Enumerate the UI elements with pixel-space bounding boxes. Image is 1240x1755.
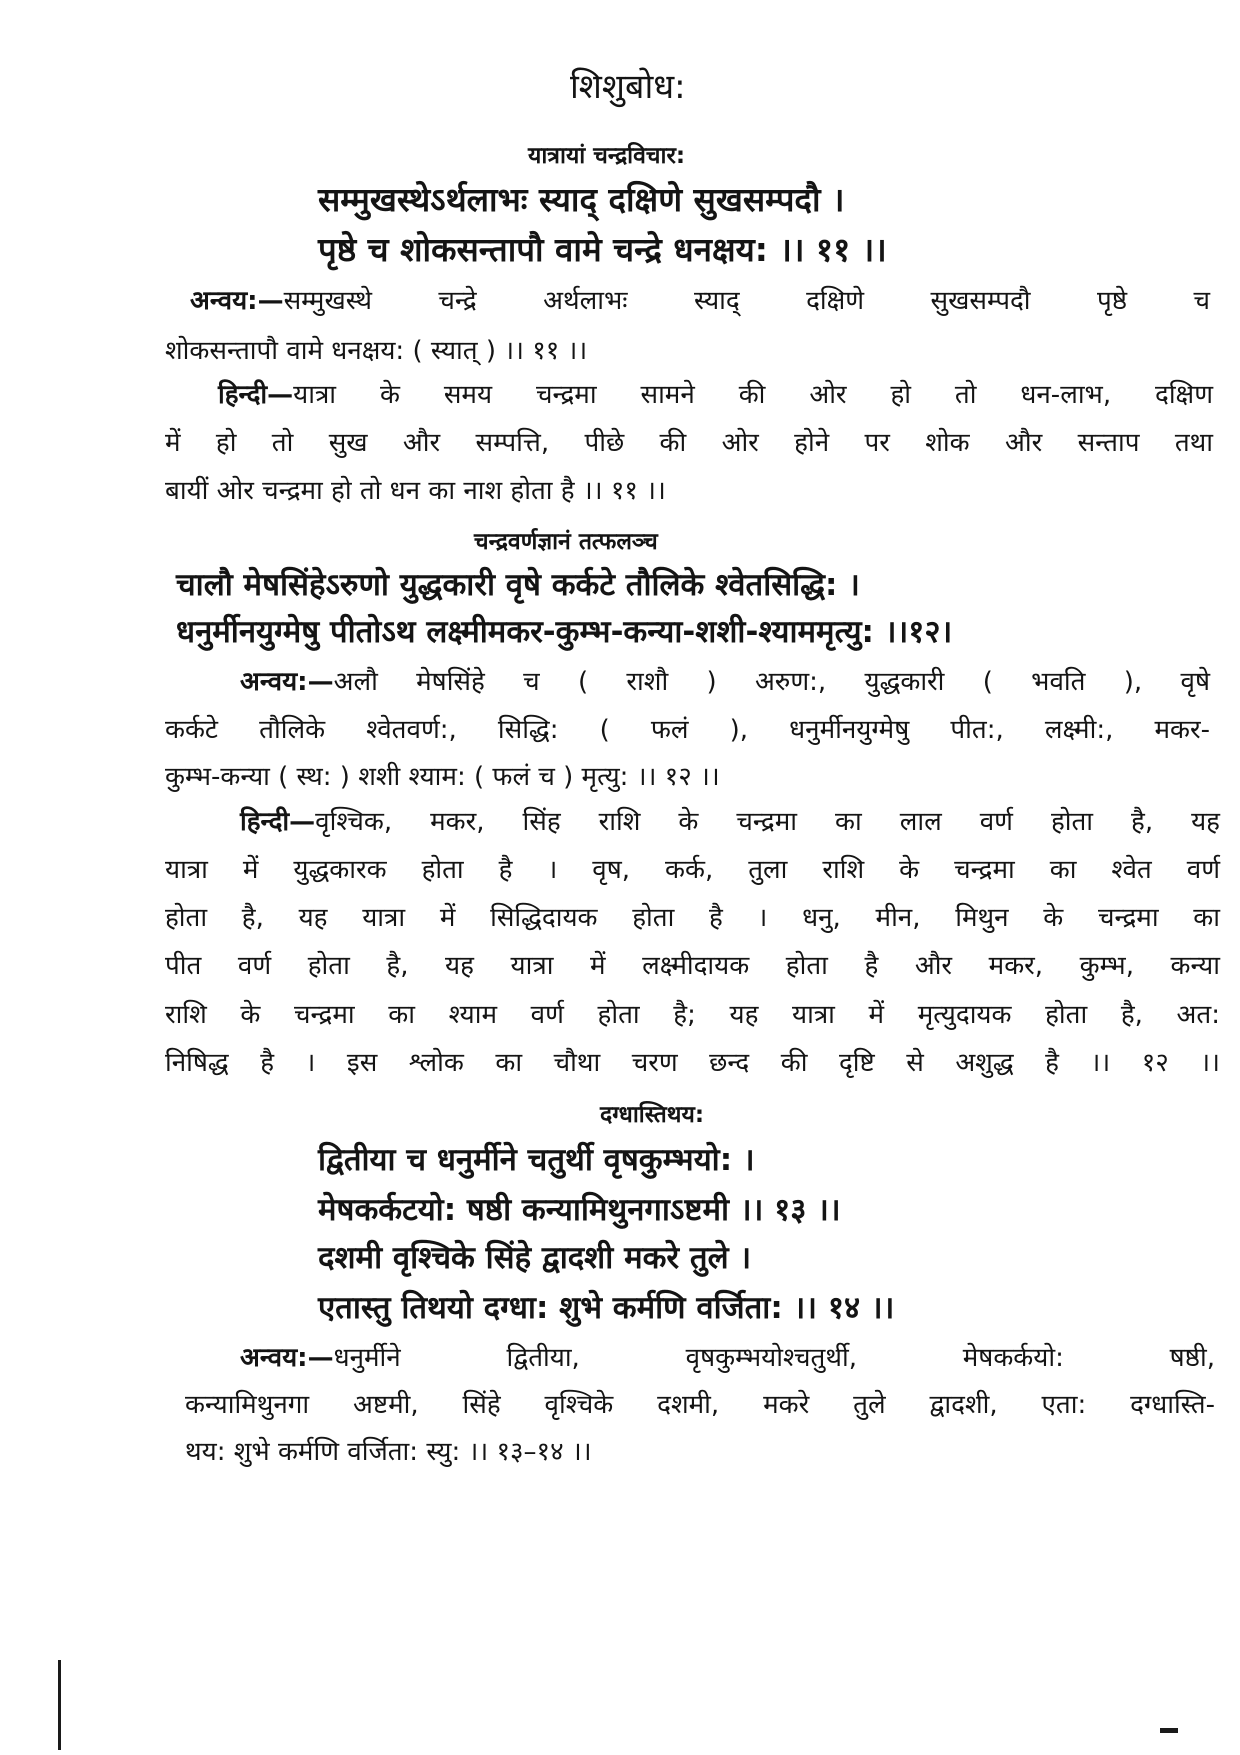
hindi-line xyxy=(218,375,1213,411)
anvaya-line: शोकसन्तापौ वामे धनक्षय: ( स्यात् ) ।। ११ ।। xyxy=(165,336,588,366)
hindi-line: बायीं ओर चन्द्रमा हो तो धन का नाश होता है ।। ११ ।। xyxy=(165,476,666,506)
hindi-line: में हो तो सुख और सम्पत्ति, पीछे की ओर होने पर शोक और सन्ताप तथा xyxy=(165,428,1213,458)
hindi-label: हिन्दी— xyxy=(240,807,316,837)
verse-line: द्वितीया च धनुर्मीने चतुर्थी वृषकुम्भयो: । xyxy=(318,1142,755,1178)
hindi-label: हिन्दी— xyxy=(218,380,294,410)
verse-line: एतास्तु तिथयो दग्धा: शुभे कर्मणि वर्जिता: ।। १४ ।। xyxy=(318,1290,895,1326)
hindi-line: राशि के चन्द्रमा का श्याम वर्ण होता है; यह यात्रा में मृत्युदायक होता है, अत: xyxy=(165,1000,1220,1030)
verse-line: मेषकर्कटयो: षष्ठी कन्यामिथुनगाऽष्टमी ।। १३ ।। xyxy=(318,1192,841,1228)
section-heading: यात्रायां चन्द्रविचार: xyxy=(528,143,686,169)
verse-line: दशमी वृश्चिके सिंहे द्वादशी मकरे तुले । xyxy=(318,1240,752,1276)
anvaya-text: धनुर्मीने द्वितीया, वृषकुम्भयोश्चतुर्थी, मेषकर्कयो: षष्ठी, xyxy=(333,1343,1215,1373)
verse-line: चालौ मेषसिंहेऽरुणो युद्धकारी वृषे कर्कटे तौलिके श्वेतसिद्धि: । xyxy=(176,567,860,603)
scan-edge-mark xyxy=(58,1660,61,1750)
verse-line: पृष्ठे च शोकसन्तापौ वामे चन्द्रे धनक्षय: ।। ११ ।। xyxy=(318,230,887,269)
hindi-line xyxy=(240,802,1220,838)
hindi-line: यात्रा में युद्धकारक होता है । वृष, कर्क, तुला राशि के चन्द्रमा का श्वेत वर्ण xyxy=(165,855,1220,885)
scan-dash-mark xyxy=(1160,1728,1178,1733)
section-heading: चन्द्रवर्णज्ञानं तत्फलञ्च xyxy=(474,529,658,555)
anvaya-label: अन्वय:— xyxy=(240,667,334,697)
anvaya-text: अलौ मेषसिंहे च ( राशौ ) अरुण:, युद्धकारी ( भवति ), वृषे xyxy=(333,667,1210,697)
anvaya-line: कुम्भ-कन्या ( स्थ: ) शशी श्याम: ( फलं च ) मृत्यु: ।। १२ ।। xyxy=(165,762,720,792)
anvaya-line xyxy=(240,1338,1215,1374)
anvaya-line: थय: शुभे कर्मणि वर्जिता: स्यु: ।। १३–१४ ।। xyxy=(185,1437,592,1467)
verse-line: सम्मुखस्थेऽर्थलाभः स्याद् दक्षिणे सुखसम्पदौ । xyxy=(318,180,845,219)
hindi-line: होता है, यह यात्रा में सिद्धिदायक होता है । धनु, मीन, मिथुन के चन्द्रमा का xyxy=(165,903,1220,933)
running-head: शिशुबोध: xyxy=(570,67,686,107)
hindi-line: पीत वर्ण होता है, यह यात्रा में लक्ष्मीदायक होता है और मकर, कुम्भ, कन्या xyxy=(165,951,1220,981)
hindi-text: वृश्चिक, मकर, सिंह राशि के चन्द्रमा का लाल वर्ण होता है, यह xyxy=(315,807,1220,837)
anvaya-line xyxy=(190,281,1210,317)
hindi-text: यात्रा के समय चन्द्रमा सामने की ओर हो तो धन-लाभ, दक्षिण xyxy=(293,380,1213,410)
anvaya-label: अन्वय:— xyxy=(190,286,284,316)
anvaya-line xyxy=(240,662,1210,698)
section-heading: दग्धास्तिथय: xyxy=(600,1102,705,1128)
anvaya-text: सम्मुखस्थे चन्द्रे अर्थलाभः स्याद् दक्षिणे सुखसम्पदौ पृष्ठे च xyxy=(283,286,1210,316)
anvaya-line: कन्यामिथुनगा अष्टमी, सिंहे वृश्चिके दशमी, मकरे तुले द्वादशी, एता: दग्धास्ति- xyxy=(185,1390,1215,1420)
anvaya-label: अन्वय:— xyxy=(240,1343,334,1373)
anvaya-line: कर्कटे तौलिके श्वेतवर्ण:, सिद्धि: ( फलं ), धनुर्मीनयुग्मेषु पीत:, लक्ष्मी:, मकर- xyxy=(165,715,1210,745)
hindi-line: निषिद्ध है । इस श्लोक का चौथा चरण छन्द की दृष्टि से अशुद्ध है ।। १२ ।। xyxy=(165,1048,1220,1078)
verse-line: धनुर्मीनयुग्मेषु पीतोऽथ लक्ष्मीमकर-कुम्भ-कन्या-शशी-श्याममृत्यु: ।।१२। xyxy=(176,614,953,650)
